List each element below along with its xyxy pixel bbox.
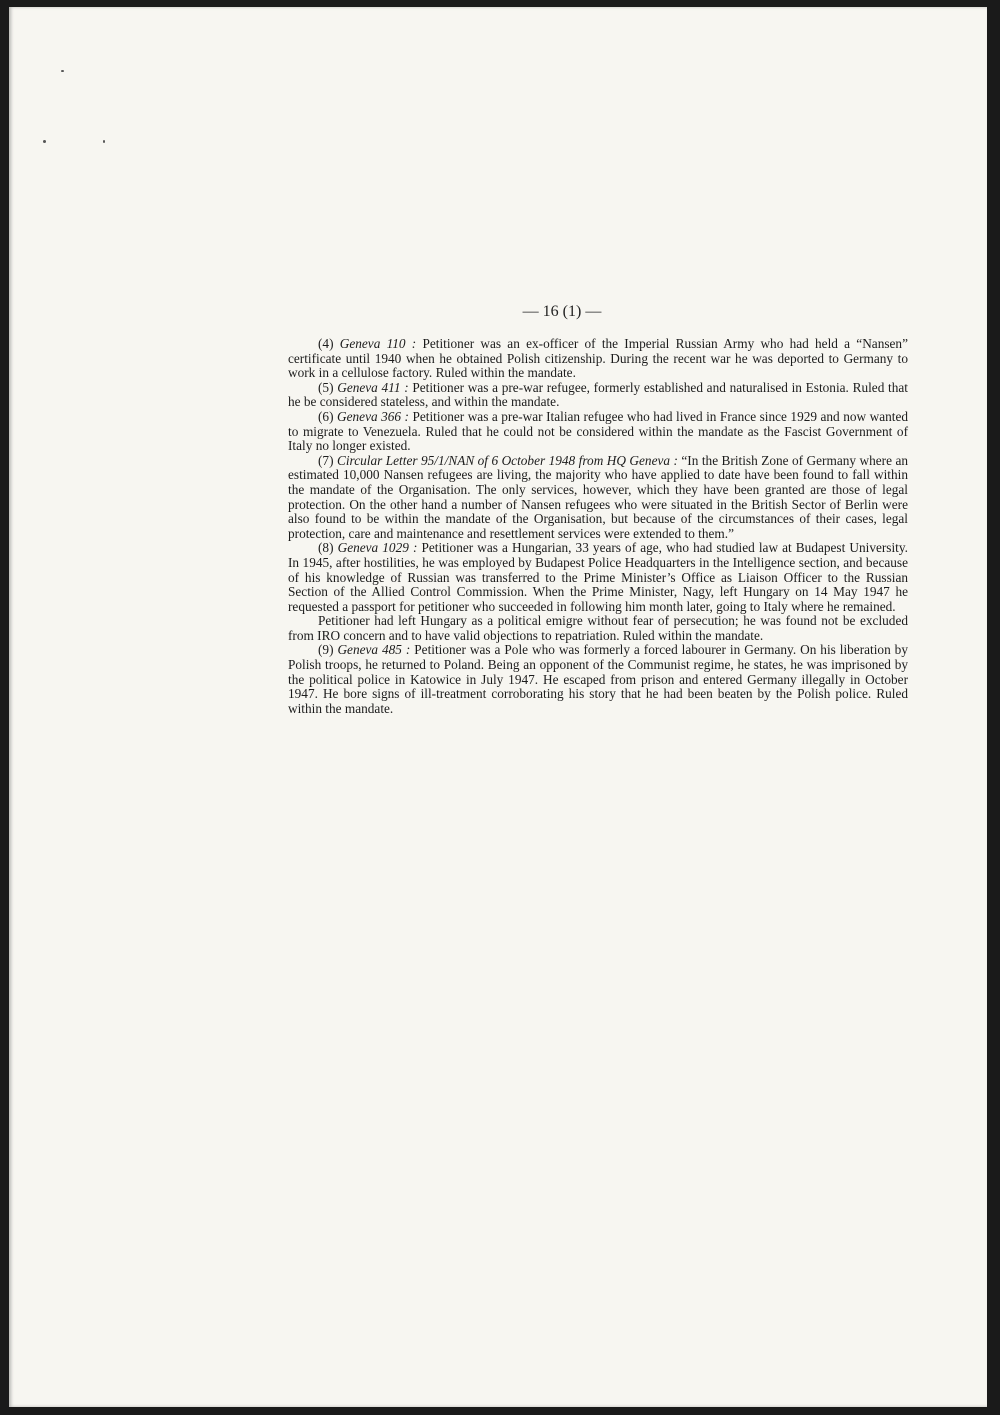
paragraph-body: Petitioner had left Hungary as a political emigre without fear of persecution; he was found not be excluded from IRO concern and to have valid objections to repatriation. Ruled within the mandate. xyxy=(288,613,908,643)
paragraph-case-8 xyxy=(288,541,908,614)
paragraph-number: (9) xyxy=(318,642,338,658)
paragraph-case-9 xyxy=(288,643,908,716)
paragraph-case-5 xyxy=(288,381,908,410)
paragraph-number: (8) xyxy=(318,540,338,556)
case-reference: Geneva 110 : xyxy=(339,336,417,351)
margin-speck xyxy=(61,70,64,72)
paragraph-number: (5) xyxy=(318,379,338,395)
paragraph-body: Petitioner was a Pole who was formerly a forced labourer in Germany. On his liberation by Polish troops, he returned to Poland. Being an opponent of the Communist regime, he states, he was imprisoned by the political police in Katowice in July 1947. He escaped from prison and entered Germany illegally in October 1947. He bore signs of ill-treatment corroborating his story that he had been beaten by the Polish police. Ruled within the mandate. xyxy=(288,642,908,716)
paragraph-body: Petitioner was an ex-officer of the Imperial Russian Army who had held a “Nansen” certificate until 1940 when he obtained Polish citizenship. During the recent war he was deported to Germany to work in a cellulose factory. Ruled within the mandate. xyxy=(288,336,908,381)
paragraph-number: (4) xyxy=(318,336,340,351)
case-reference: Geneva 366 : xyxy=(337,408,409,424)
paragraph-number: (7) xyxy=(318,452,337,468)
document-page xyxy=(9,7,987,1407)
case-reference: Circular Letter 95/1/NAN of 6 October 1948 from HQ Geneva : xyxy=(336,452,678,468)
paragraph-number: (6) xyxy=(318,408,338,424)
case-reference: Geneva 485 : xyxy=(337,642,411,658)
page-number: — 16 (1) — xyxy=(522,303,602,320)
paragraph-body: Petitioner was a Hungarian, 33 years of age, who had studied law at Budapest University. In 1945, after hostilities, he was employed by Budapest Police Headquarters in the Intelligence section, and because of his knowledge of Russian was transferred to the Prime Minister’s Office as Liaison Officer to the Russian Section of the Allied Control Commission. When the Prime Minister, Nagy, left Hungary on 14 May 1947 he requested a passport for petitioner who succeeded in following him month later, going to Italy where he remained. xyxy=(288,540,908,614)
case-reference: Geneva 1029 : xyxy=(337,540,418,556)
paragraph-body: Petitioner was a pre-war refugee, formerly established and naturalised in Estonia. Ruled that he be considered stateless, and within the mandate. xyxy=(288,379,908,410)
paragraph-case-7 xyxy=(288,454,908,542)
body-text xyxy=(288,337,908,716)
margin-speck xyxy=(43,140,46,143)
paragraph-body: Petitioner was a pre-war Italian refugee who had lived in France since 1929 and now wanted to migrate to Venezuela. Ruled that he could not be considered within the mandate as the Fascist Government of Italy no longer existed. xyxy=(288,408,908,454)
margin-speck xyxy=(103,140,105,143)
paragraph-case-8-continued xyxy=(288,614,908,643)
paragraph-case-4 xyxy=(288,337,908,381)
case-reference: Geneva 411 : xyxy=(337,379,409,395)
paragraph-case-6 xyxy=(288,410,908,454)
paragraph-body: “In the British Zone of Germany where an estimated 10,000 Nansen refugees are living, the majority who have applied to date have been found to fall within the mandate of the Organisation. The only services, however, which they have been granted are those of legal protection. On the other hand a number of Nansen refugees who were situated in the British Sector of Berlin were also found to be within the mandate of the Organisation, but because of the circumstances of their cases, legal protection, care and maintenance and resettlement services were extended to them.” xyxy=(288,452,908,541)
